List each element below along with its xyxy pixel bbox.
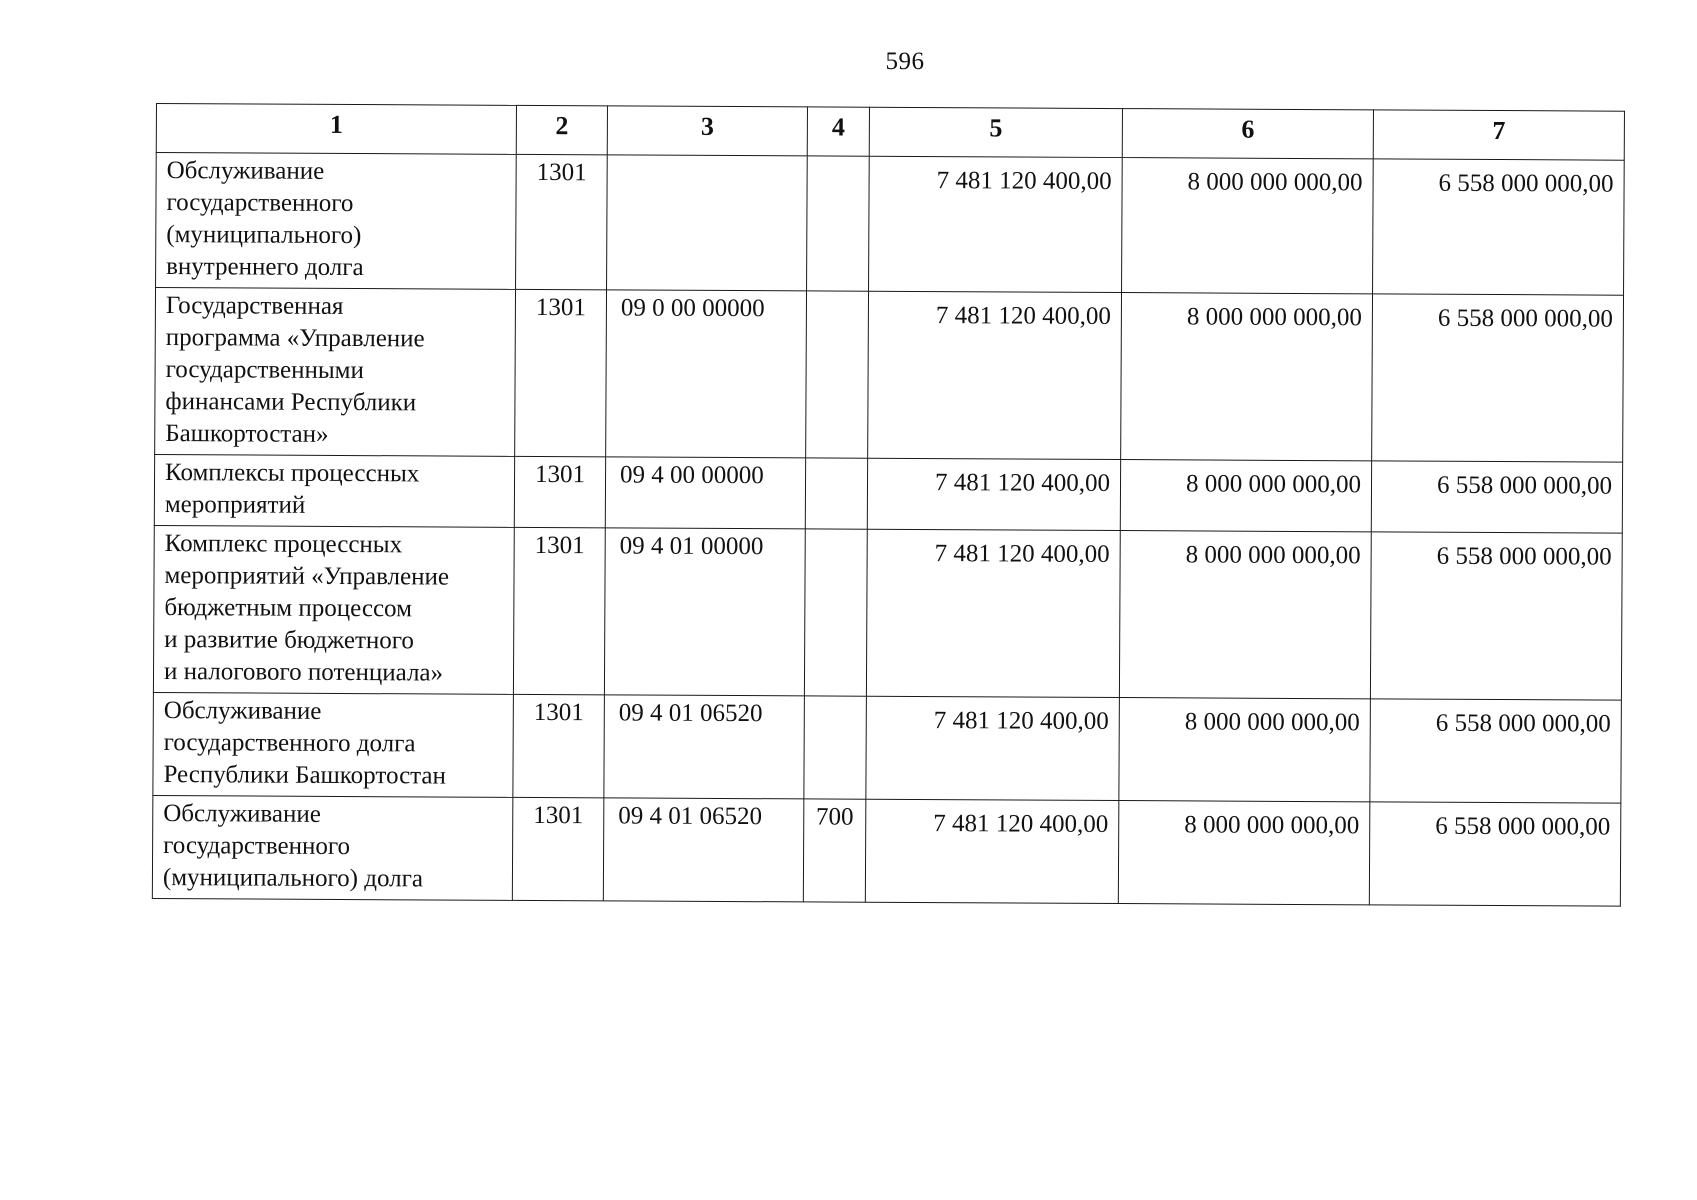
row-name-line: Обслуживание: [163, 800, 321, 828]
amount-col5-cell: 7 481 120 400,00: [868, 291, 1122, 459]
column-header-2: 2: [516, 105, 607, 154]
column-header-1: 1: [156, 104, 516, 155]
amount-col5-cell: 7 481 120 400,00: [865, 799, 1119, 903]
row-name-cell: [154, 454, 514, 527]
target-code-cell: 09 4 00 00000: [605, 457, 805, 529]
row-name-line: Башкортостан»: [165, 420, 329, 448]
row-name-line: внутреннего долга: [166, 253, 364, 282]
amount-col5-cell: 7 481 120 400,00: [866, 529, 1120, 697]
table-row: [155, 288, 1624, 463]
section-code-cell: 1301: [512, 797, 604, 900]
row-name-line: Обслуживание: [166, 157, 325, 185]
row-name-line: финансами Республики: [165, 388, 417, 417]
row-name-line: Республики Башкортостан: [163, 761, 446, 790]
row-name-cell: [153, 692, 514, 797]
amount-col5-cell: 7 481 120 400,00: [866, 696, 1120, 800]
target-code-cell: 09 4 01 06520: [604, 695, 805, 799]
page-number: 596: [885, 48, 925, 75]
amount-col5-cell: 7 481 120 400,00: [867, 458, 1120, 530]
amount-col7-cell: 6 558 000 000,00: [1369, 802, 1621, 906]
amount-col7-cell: 6 558 000 000,00: [1373, 159, 1625, 295]
column-header-5: 5: [869, 107, 1122, 157]
table-row: [152, 795, 1621, 906]
section-code-cell: 1301: [516, 154, 608, 289]
table-row: [153, 692, 1622, 803]
row-name-cell: [156, 153, 517, 290]
row-name-line: государственного: [163, 832, 351, 861]
row-name-line: и налогового потенциала»: [163, 658, 444, 687]
amount-col6-cell: 8 000 000 000,00: [1119, 531, 1371, 699]
row-name-line: Комплекс процессных: [164, 530, 403, 559]
budget-table: [152, 103, 1625, 907]
section-code-cell: 1301: [513, 527, 605, 694]
column-header-3: 3: [607, 106, 807, 156]
row-name-line: программа «Управление: [165, 324, 425, 353]
amount-col6-cell: 8 000 000 000,00: [1121, 293, 1373, 461]
amount-col6-cell: 8 000 000 000,00: [1122, 158, 1374, 294]
target-code-cell: 09 4 01 00000: [604, 528, 805, 696]
row-name-cell: [155, 288, 516, 457]
expense-type-cell: [806, 291, 869, 458]
row-name-line: мероприятий «Управление: [164, 562, 450, 591]
row-name-line: Государственная: [165, 292, 344, 320]
row-name-line: (муниципального): [166, 221, 362, 250]
table-row: [156, 153, 1625, 296]
row-name-cell: [153, 525, 514, 694]
row-name-cell: [152, 795, 513, 900]
row-name-line: государственными: [165, 356, 364, 385]
section-code-cell: 1301: [513, 694, 605, 797]
table-row: [154, 454, 1622, 533]
row-name-line: (муниципального) долга: [162, 864, 424, 893]
amount-col6-cell: 8 000 000 000,00: [1120, 460, 1371, 532]
row-name-line: Комплексы процессных: [164, 459, 420, 488]
section-code-cell: 1301: [514, 456, 605, 527]
target-code-cell: 09 4 01 06520: [603, 798, 804, 902]
target-code-cell: 09 0 00 00000: [606, 290, 807, 458]
amount-col6-cell: 8 000 000 000,00: [1119, 698, 1371, 802]
expense-type-cell: [804, 529, 867, 696]
expense-type-cell: [805, 458, 867, 529]
amount-col7-cell: 6 558 000 000,00: [1370, 699, 1622, 803]
row-name-line: государственного долга: [163, 729, 416, 758]
expense-type-cell: 700: [803, 799, 866, 902]
column-header-4: 4: [807, 107, 869, 156]
row-name-line: государственного: [166, 189, 354, 218]
amount-col6-cell: 8 000 000 000,00: [1118, 801, 1370, 905]
expense-type-cell: [807, 156, 870, 291]
expense-type-cell: [804, 696, 867, 799]
target-code-cell: [607, 155, 808, 291]
row-name-line: мероприятий: [164, 491, 306, 519]
row-name-line: Обслуживание: [163, 697, 322, 725]
amount-col7-cell: 6 558 000 000,00: [1372, 294, 1624, 462]
amount-col5-cell: 7 481 120 400,00: [869, 156, 1123, 292]
section-code-cell: 1301: [515, 289, 607, 456]
header-row: [156, 104, 1624, 161]
row-name-line: и развитие бюджетного: [164, 626, 415, 655]
column-header-6: 6: [1122, 109, 1373, 159]
amount-col7-cell: 6 558 000 000,00: [1370, 532, 1622, 700]
column-header-7: 7: [1373, 110, 1624, 160]
row-name-line: бюджетным процессом: [164, 594, 413, 623]
amount-col7-cell: 6 558 000 000,00: [1371, 461, 1622, 533]
table-row: [153, 525, 1622, 700]
